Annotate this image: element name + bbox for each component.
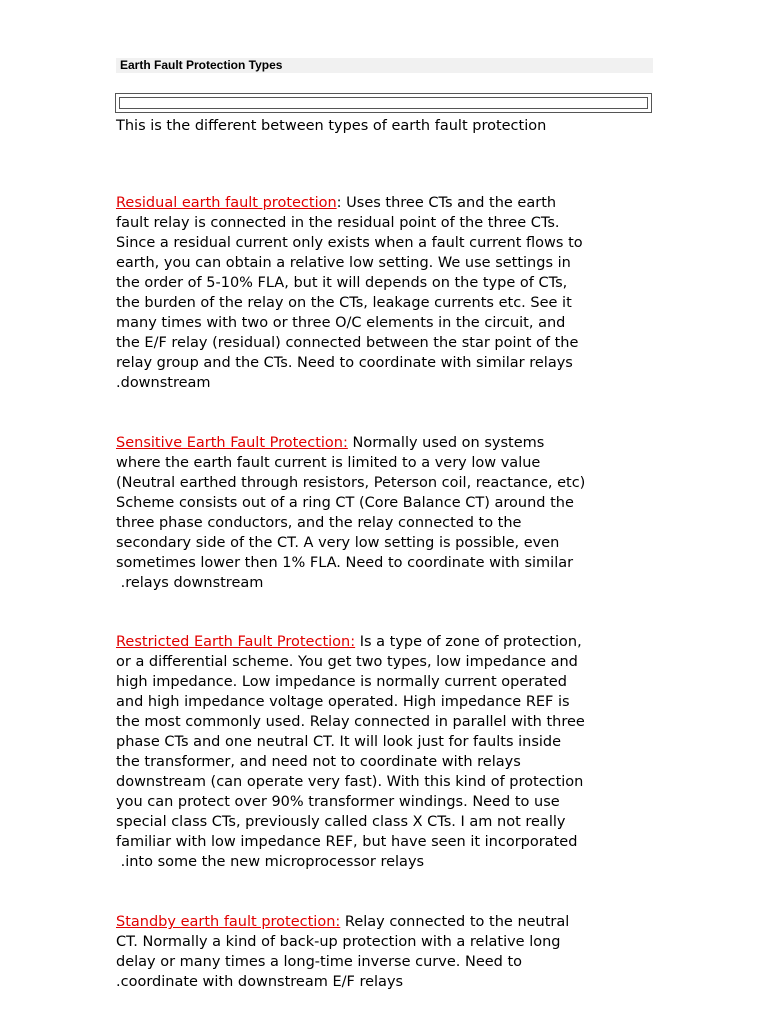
section-first-line bbox=[116, 433, 656, 453]
section-line: where the earth fault current is limited to a very low value bbox=[116, 455, 541, 471]
section-first-line-text: Normally used on systems bbox=[347, 435, 545, 451]
section-first-line bbox=[116, 912, 656, 932]
section-line: the most commonly used. Relay connected in parallel with three bbox=[116, 714, 585, 730]
section-line: and high impedance voltage operated. High impedance REF is bbox=[116, 694, 570, 710]
section-line: the transformer, and need not to coordinate with relays bbox=[116, 754, 521, 770]
section-line: three phase conductors, and the relay connected to the bbox=[116, 515, 522, 531]
section-heading-restricted: Restricted Earth Fault Protection: bbox=[116, 634, 356, 650]
section-restricted bbox=[116, 632, 656, 872]
section-line: secondary side of the CT. A very low setting is possible, even bbox=[116, 535, 560, 551]
section-line: familiar with low impedance REF, but have seen it incorporated bbox=[116, 834, 578, 850]
section-first-line bbox=[116, 193, 656, 213]
section-line: earth, you can obtain a relative low setting. We use settings in bbox=[116, 255, 571, 271]
section-line: the E/F relay (residual) connected between the star point of the bbox=[116, 335, 579, 351]
section-first-line-text: : Uses three CTs and the earth bbox=[336, 195, 557, 211]
section-line: CT. Normally a kind of back-up protection with a relative long bbox=[116, 934, 561, 950]
empty-table-box bbox=[115, 93, 652, 113]
section-line: fault relay is connected in the residual point of the three CTs. bbox=[116, 215, 560, 231]
section-line: (Neutral earthed through resistors, Peterson coil, reactance, etc) bbox=[116, 475, 586, 491]
section-line: sometimes lower then 1% FLA. Need to coordinate with similar bbox=[116, 555, 574, 571]
section-residual bbox=[116, 193, 656, 393]
section-line: downstream (can operate very fast). With this kind of protection bbox=[116, 774, 584, 790]
section-line: or a differential scheme. You get two types, low impedance and bbox=[116, 654, 578, 670]
section-line: high impedance. Low impedance is normally current operated bbox=[116, 674, 567, 690]
section-first-line bbox=[116, 632, 656, 652]
section-heading-standby: Standby earth fault protection: bbox=[116, 914, 341, 930]
section-line: .coordinate with downstream E/F relays bbox=[116, 974, 404, 990]
document-title: Earth Fault Protection Types bbox=[120, 58, 283, 72]
section-first-line-text: Is a type of zone of protection, bbox=[355, 634, 582, 650]
intro-text: This is the different between types of earth fault protection bbox=[116, 118, 547, 134]
section-line: .relays downstream bbox=[116, 575, 264, 591]
empty-table-cell bbox=[119, 97, 648, 109]
section-sensitive bbox=[116, 433, 656, 593]
section-line: the order of 5-10% FLA, but it will depends on the type of CTs, bbox=[116, 275, 568, 291]
section-line: you can protect over 90% transformer windings. Need to use bbox=[116, 794, 560, 810]
section-line: .downstream bbox=[116, 375, 211, 391]
document-title-bar bbox=[116, 58, 653, 73]
section-line: delay or many times a long-time inverse curve. Need to bbox=[116, 954, 523, 970]
section-line: .into some the new microprocessor relays bbox=[116, 854, 425, 870]
section-line: Since a residual current only exists when a fault current flows to bbox=[116, 235, 583, 251]
section-first-line-text: Relay connected to the neutral bbox=[340, 914, 570, 930]
section-line: Scheme consists out of a ring CT (Core Balance CT) around the bbox=[116, 495, 574, 511]
section-line: special class CTs, previously called class X CTs. I am not really bbox=[116, 814, 566, 830]
section-heading-residual: Residual earth fault protection bbox=[116, 195, 337, 211]
section-line: phase CTs and one neutral CT. It will look just for faults inside bbox=[116, 734, 562, 750]
section-standby bbox=[116, 912, 656, 992]
section-line: relay group and the CTs. Need to coordinate with similar relays bbox=[116, 355, 573, 371]
section-line: the burden of the relay on the CTs, leakage currents etc. See it bbox=[116, 295, 572, 311]
section-heading-sensitive: Sensitive Earth Fault Protection: bbox=[116, 435, 348, 451]
section-line: many times with two or three O/C elements in the circuit, and bbox=[116, 315, 566, 331]
